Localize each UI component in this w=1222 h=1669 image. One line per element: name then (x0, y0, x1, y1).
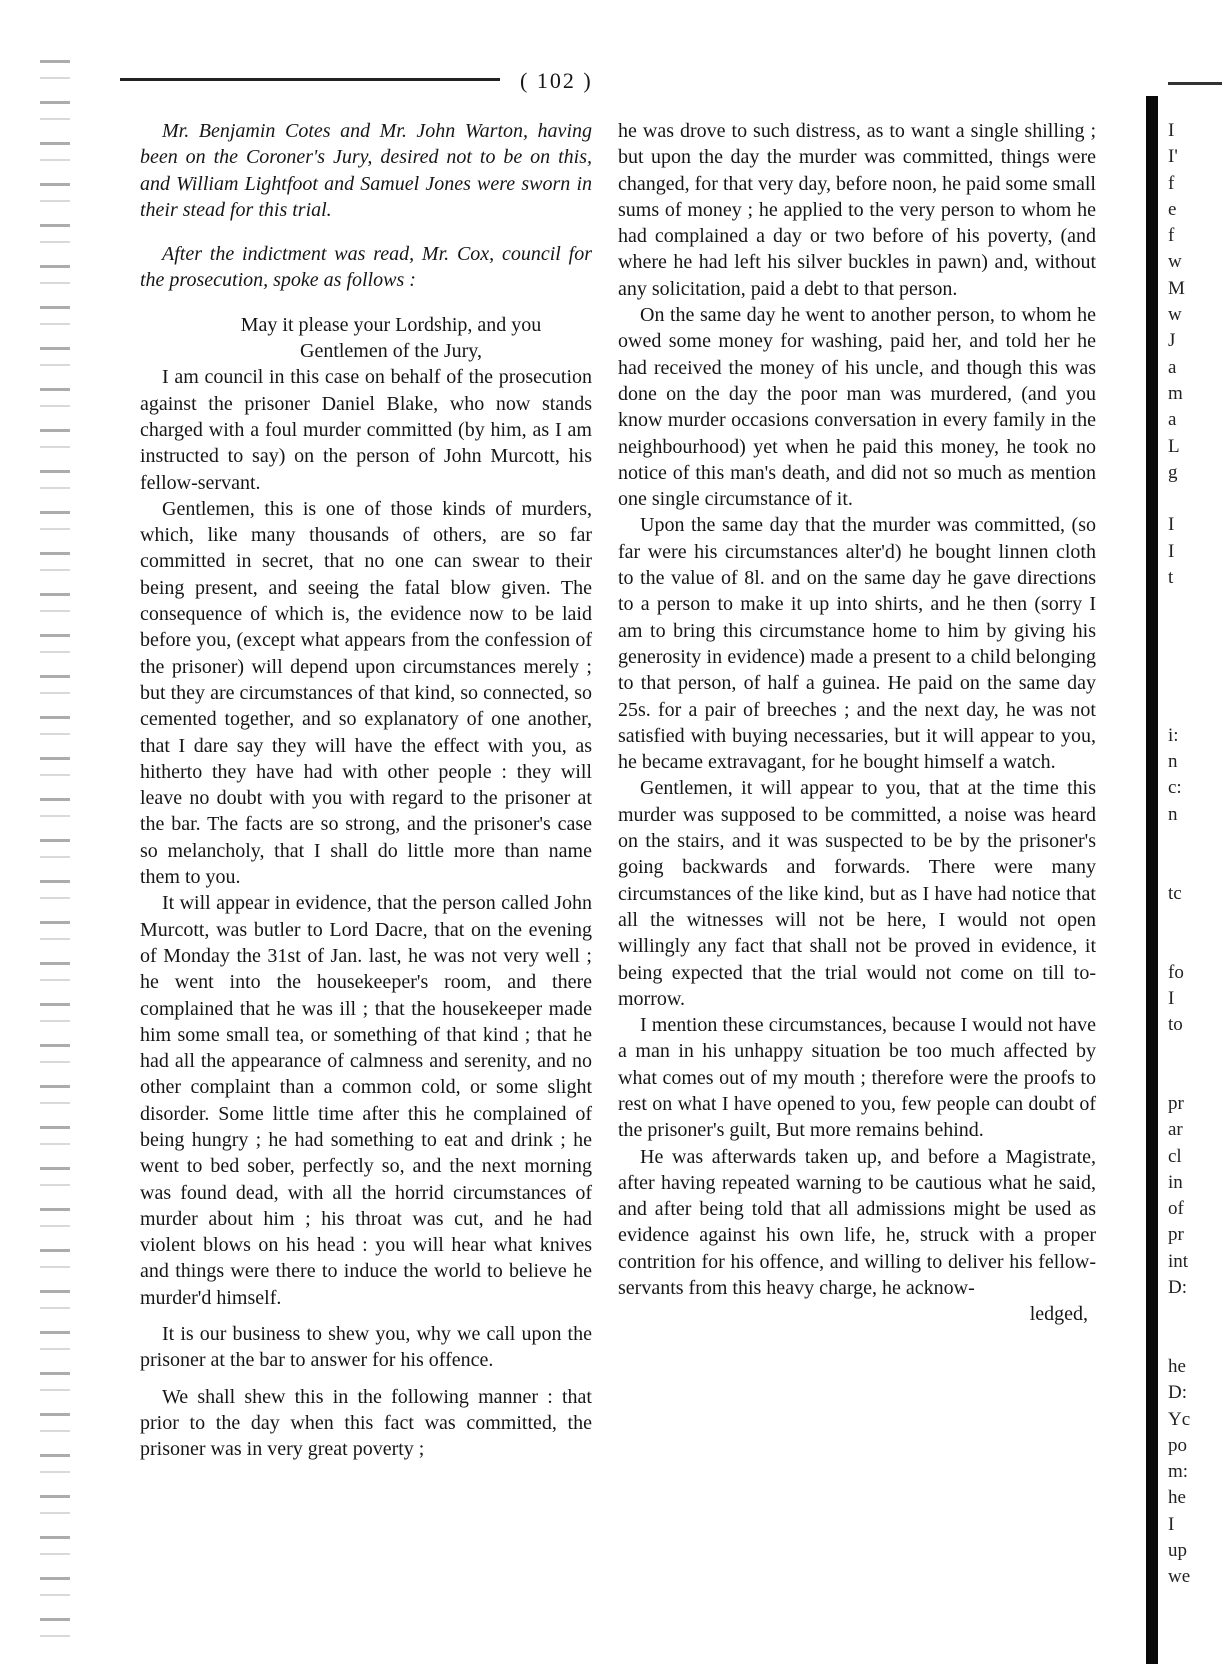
intro-indictment-note: After the indictment was read, Mr. Cox, council for the prosecution, spoke as follows : (140, 243, 592, 292)
paragraph: I mention these circumstances, because I would not have a man in his unhappy situation be too much affected by what comes out of my mouth ; therefore were the proofs to rest on what I have opened to you, few people can doubt of the prisoner's guilt, But more remains behind. (618, 1014, 1096, 1142)
edge-fragment: n (1168, 751, 1178, 773)
page-fold-shadow (1146, 96, 1158, 1664)
edge-fragment: pr (1168, 1092, 1184, 1114)
edge-fragment (1168, 907, 1222, 933)
edge-fragment: i: (1168, 724, 1179, 746)
edge-fragment: L (1168, 435, 1180, 457)
edge-fragment: n (1168, 803, 1178, 825)
edge-fragment: M (1168, 277, 1185, 299)
edge-fragment: up (1168, 1540, 1187, 1562)
paragraph: He was afterwards taken up, and before a Magistrate, after having repeated warning to be cautious what he said, and after being told that all admissions might be used as evidence against his own life, he, struck with a proper contrition for his offence, and willing to deliver his fellow-servants from this heavy charge, he acknow- (618, 1145, 1096, 1300)
paragraph: he was drove to such distress, as to want a single shilling ; but upon the day the murder was committed, things were changed, for that very day, before noon, he paid some small sums of money ; he applied to the very person to whom he had complained a day or two before of his poverty, (and where he had left his silver buckles in pawn) and, without any solicitation, paid a debt to that person. (618, 120, 1096, 300)
edge-fragment (1168, 486, 1222, 512)
paragraph: I am council in this case on behalf of the prosecution against the prisoner Daniel Blake, who now stands charged with a foul murder committed (by him, as I am instructed to say) on the person of John Murcott, his fellow-servant. (140, 366, 592, 494)
edge-fragment (1168, 1328, 1222, 1354)
edge-fragment: f (1168, 172, 1175, 194)
edge-fragment: to (1168, 1014, 1183, 1036)
edge-fragment: Yc (1168, 1408, 1191, 1430)
edge-fragment: a (1168, 356, 1177, 378)
edge-fragment (1168, 1065, 1222, 1091)
edge-fragment (1168, 644, 1222, 670)
edge-fragment: w (1168, 251, 1182, 273)
catchword: ledged, (1029, 1303, 1088, 1326)
edge-fragment: J (1168, 330, 1176, 352)
edge-fragment: t (1168, 567, 1174, 589)
edge-fragment (1168, 591, 1222, 617)
edge-fragment: I (1168, 120, 1175, 141)
page-number: ( 102 ) (520, 68, 593, 93)
adjacent-page-fragments (1168, 118, 1222, 1588)
edge-fragment: f (1168, 225, 1175, 247)
paragraph: It is our business to shew you, why we call upon the prisoner at the bar to answer for his offence. (140, 1323, 592, 1372)
edge-fragment (1168, 670, 1222, 696)
paragraph: It will appear in evidence, that the person called John Murcott, was butler to Lord Dacre, that on the evening of Monday the 31st of Jan. last, he was not very well ; he went into the housekeeper's room, and there complained that he was ill ; that the housekeeper made him some small tea, or something of that kind ; that he had all the appearance of calmness and serenity, and no other complaint than a common cold, or some slight disorder. Some little time after this he complained of being hungry ; he had something to eat and drink ; he went to bed sober, perfectly so, and the next morning was found dead, with all the horrid circumstances of murder about him ; his throat was cut, and he had violent blows on his head : you will hear what knives and things were there to induce the world to believe he murder'd himself. (140, 892, 592, 1309)
edge-fragment (1168, 828, 1222, 854)
binding-edge-shadow (40, 60, 70, 1650)
edge-fragment: I (1168, 987, 1175, 1009)
edge-fragment: m (1168, 382, 1183, 404)
paragraph: On the same day he went to another person, to whom he owed some money for washing, paid her, and told her he had received the money of his uncle, and though this was done on the day the poor man was murdered, (and you know murder occasions conversation in every family in the neighbourhood) yet when he paid this money, he took no notice of this man's death, and did not so much as mention one single circumstance of it. (618, 304, 1096, 511)
paragraph: Gentlemen, it will appear to you, that at the time this murder was supposed to be committed, a noise was heard on the stairs, and it was suspected to be by the prisoner's going backwards and forwards. There were many circumstances of the like kind, but as I have had notice that all the witnesses will not be here, I would not open willingly any fact that shall not be proved in evidence, it being expected that the trial would not come on till to-morrow. (618, 777, 1096, 1010)
paragraph: We shall shew this in the following manner : that prior to the day when this fact was committed, the prisoner was in very great poverty ; (140, 1385, 592, 1461)
edge-fragment: D: (1168, 1382, 1187, 1404)
edge-fragment: m: (1168, 1461, 1189, 1483)
edge-fragment (1168, 697, 1222, 723)
edge-fragment (1168, 1038, 1222, 1064)
paragraph: Gentlemen, this is one of those kinds of murders, which, like many thousands of others, are so far committed in secret, that no one can swear to their being present, and seeing the fatal blow given. The consequence of which is, the evidence now to be laid before you, (except what appears from the confession of the prisoner) will depend upon circumstances merely ; but they are circumstances of that kind, so connected, so cemented together, and so explanatory of one another, that I dare say they will have the effect with you, as hitherto they have had with other people : they will leave no doubt with you with regard to the prisoner at the bar. The facts are so strong, and the prisoner's case so melancholy, that I shall do little more than name them to you. (140, 497, 592, 889)
edge-fragment: e (1168, 198, 1177, 220)
edge-fragment (1168, 1301, 1222, 1327)
header-rule (120, 78, 500, 81)
edge-fragment: po (1168, 1434, 1187, 1456)
edge-fragment: he (1168, 1487, 1186, 1509)
edge-fragment: tc (1168, 882, 1182, 904)
edge-fragment (1168, 618, 1222, 644)
edge-fragment: g (1168, 461, 1178, 483)
edge-fragment: we (1168, 1566, 1191, 1588)
edge-fragment: I (1168, 514, 1175, 536)
left-column (140, 118, 592, 1463)
edge-fragment: in (1168, 1171, 1183, 1193)
edge-fragment: w (1168, 304, 1182, 326)
edge-fragment: pr (1168, 1224, 1184, 1246)
paragraph: Upon the same day that the murder was committed, (so far were his circumstances alter'd) he bought linnen cloth to the value of 8l. and on the same day he gave directions to a person to make it up into shirts, and he then (sorry I am to bring this circumstance home to him by giving his generosity in evidence) made a present to a child belonging to that person, of half a guinea. He paid on the same day 25s. for a pair of breeches ; and the next day, he was not satisfied with buying necessaries, but it will appear to you, he became extravagant, for he bought himself a watch. (618, 514, 1096, 774)
edge-fragment: I' (1168, 146, 1178, 168)
edge-fragment (1168, 854, 1222, 880)
edge-fragment: I (1168, 540, 1175, 562)
edge-fragment: D: (1168, 1277, 1187, 1299)
edge-fragment: cl (1168, 1145, 1182, 1167)
intro-jury-note: Mr. Benjamin Cotes and Mr. John Warton, having been on the Coroner's Jury, desired not to be on this, and William Lightfoot and Samuel Jones were sworn in their stead for this trial. (140, 120, 592, 221)
edge-fragment: I (1168, 1513, 1175, 1535)
edge-fragment: ar (1168, 1119, 1183, 1141)
edge-fragment: c: (1168, 777, 1182, 799)
edge-fragment: fo (1168, 961, 1184, 983)
right-column (618, 118, 1096, 1328)
edge-fragment (1168, 933, 1222, 959)
edge-fragment: he (1168, 1355, 1186, 1377)
salutation-line-1: May it please your Lordship, and you (240, 313, 542, 336)
salutation-line-2: Gentlemen of the Jury, (300, 340, 482, 363)
adjacent-page-rule (1168, 82, 1222, 85)
edge-fragment: int (1168, 1250, 1189, 1272)
edge-fragment: of (1168, 1198, 1184, 1220)
edge-fragment: a (1168, 409, 1177, 431)
